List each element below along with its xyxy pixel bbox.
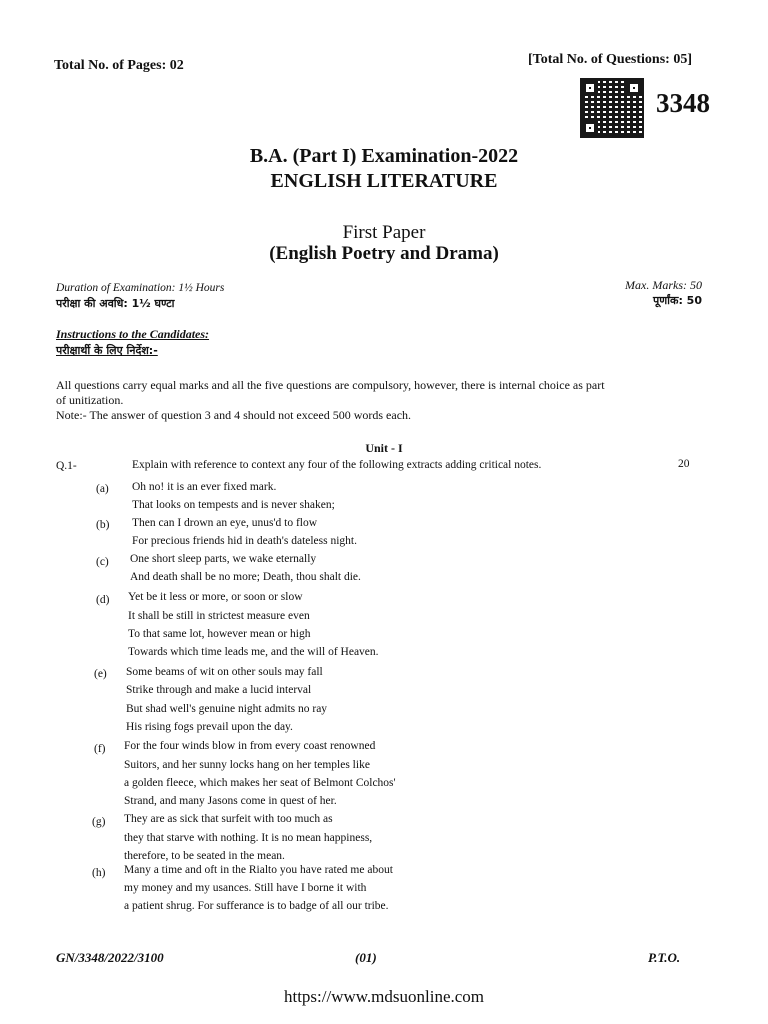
item-line: therefore, to be seated in the mean. bbox=[124, 850, 285, 862]
question-text: Explain with reference to context any four of the following extracts adding critical notes. bbox=[132, 459, 542, 471]
item-label: (d) bbox=[96, 594, 110, 606]
item-line: Many a time and oft in the Rialto you have rated me about bbox=[124, 864, 393, 876]
item-label: (c) bbox=[96, 556, 109, 568]
duration-hi: परीक्षा की अवधि: 1½ घण्टा bbox=[56, 297, 175, 310]
total-questions: [Total No. of Questions: 05] bbox=[528, 52, 692, 67]
item-line: Towards which time leads me, and the will of Heaven. bbox=[128, 646, 379, 658]
instructions-heading-hindi: परीक्षार्थी के लिए निर्देश:- bbox=[56, 344, 158, 357]
item-line: Suitors, and her sunny locks hang on her temples like bbox=[124, 759, 370, 771]
footer-page-number: (01) bbox=[355, 950, 377, 965]
unit-heading: Unit - I bbox=[365, 441, 403, 455]
instructions-line: All questions carry equal marks and all the five questions are compulsory, however, there is internal choice as part bbox=[56, 378, 605, 392]
question-number: Q.1- bbox=[56, 460, 77, 472]
item-line: To that same lot, however mean or high bbox=[128, 628, 311, 640]
max-marks-hi: पूर्णांक: 50 bbox=[652, 294, 702, 307]
item-label: (a) bbox=[96, 483, 109, 495]
instructions-note: Note:- The answer of question 3 and 4 should not exceed 500 words each. bbox=[56, 408, 412, 422]
item-line: They are as sick that surfeit with too much as bbox=[124, 813, 333, 825]
instructions-line: of unitization. bbox=[56, 393, 124, 407]
item-line: His rising fogs prevail upon the day. bbox=[126, 721, 293, 733]
item-line: Then can I drown an eye, unus'd to flow bbox=[132, 517, 318, 529]
item-line: Oh no! it is an ever fixed mark. bbox=[132, 481, 277, 493]
item-label: (g) bbox=[92, 816, 106, 828]
item-label: (b) bbox=[96, 519, 110, 531]
paper-code: 3348 bbox=[656, 88, 710, 118]
item-line: Some beams of wit on other souls may fall bbox=[126, 666, 323, 678]
max-marks-en: Max. Marks: 50 bbox=[625, 278, 702, 292]
instructions-text bbox=[56, 378, 716, 423]
exam-title: B.A. (Part I) Examination-2022 bbox=[249, 145, 519, 167]
footer-pto: P.T.O. bbox=[648, 950, 681, 965]
item-line: It shall be still in strictest measure even bbox=[128, 610, 310, 622]
item-line: But shad well's genuine night admits no ray bbox=[126, 703, 328, 715]
item-line: For the four winds blow in from every coast renowned bbox=[124, 740, 376, 752]
item-line: That looks on tempests and is never shaken; bbox=[132, 499, 335, 511]
item-line: a patient shrug. For sufferance is to badge of all our tribe. bbox=[124, 900, 389, 912]
duration-en: Duration of Examination: 1½ Hours bbox=[56, 282, 225, 294]
item-label: (e) bbox=[94, 668, 107, 680]
item-line: One short sleep parts, we wake eternally bbox=[130, 553, 317, 565]
item-line: Yet be it less or more, or soon or slow bbox=[128, 591, 303, 603]
instructions-heading: Instructions to the Candidates: bbox=[56, 327, 210, 341]
item-label: (f) bbox=[94, 743, 106, 755]
source-url-link[interactable]: https://www.mdsuonline.com bbox=[283, 987, 485, 1006]
item-line: Strand, and many Jasons come in quest of her. bbox=[124, 795, 337, 807]
item-line: a golden fleece, which makes her seat of Belmont Colchos' bbox=[124, 777, 396, 789]
subject-title: ENGLISH LITERATURE bbox=[270, 170, 498, 192]
question-marks: 20 bbox=[678, 458, 690, 470]
total-pages: Total No. of Pages: 02 bbox=[54, 58, 184, 73]
item-line: my money and my usances. Still have I borne it with bbox=[124, 882, 367, 894]
footer-code: GN/3348/2022/3100 bbox=[56, 950, 164, 965]
qr-code-icon bbox=[580, 78, 644, 138]
paper-topic: (English Poetry and Drama) bbox=[269, 243, 499, 264]
item-line: they that starve with nothing. It is no mean happiness, bbox=[124, 832, 373, 844]
item-line: And death shall be no more; Death, thou shalt die. bbox=[130, 571, 361, 583]
item-label: (h) bbox=[92, 867, 106, 879]
item-line: Strike through and make a lucid interval bbox=[126, 684, 312, 696]
item-line: For precious friends hid in death's dateless night. bbox=[132, 535, 358, 547]
paper-name: First Paper bbox=[342, 222, 426, 243]
